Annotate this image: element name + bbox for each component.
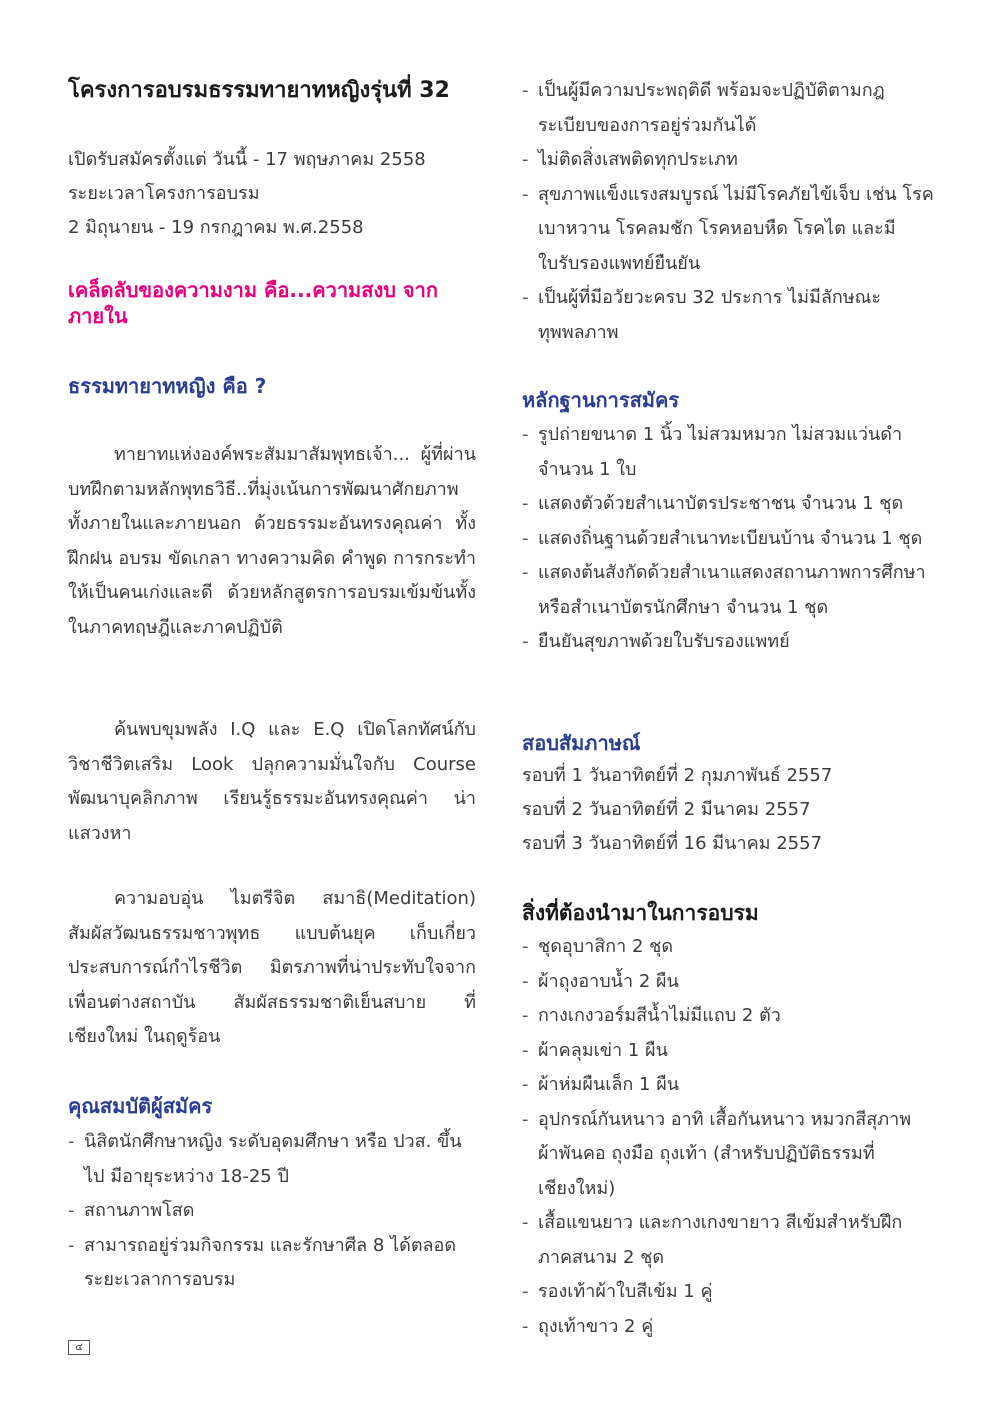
paragraph: ค้นพบขุมพลัง I.Q และ E.Q เปิดโลกทัศน์กับวิชาชีวิตเสริม Look ปลุกความมั่นใจกับ Course พัฒนาบุคลิกภาพ เรียนรู้ธรรมะอันทรงคุณค่า น่าแสวงหา <box>68 719 476 844</box>
list-item: - ผ้าคลุมเข่า 1 ผืน <box>522 1034 934 1069</box>
section-heading-documents: หลักฐานการสมัคร <box>522 388 680 412</box>
list-item: - สถานภาพโสด <box>68 1194 476 1229</box>
section-heading-bring: สิ่งที่ต้องนำมาในการอบรม <box>522 901 759 925</box>
list-item: - ชุดอุบาสิกา 2 ชุด <box>522 930 934 965</box>
section-heading-qualifications: คุณสมบัติผู้สมัคร <box>68 1094 213 1118</box>
section-heading-what: ธรรมทายาทหญิง คือ ? <box>68 374 267 398</box>
list-item: - ผ้าถุงอาบน้ำ 2 ผืน <box>522 965 934 1000</box>
list-item: - ผ้าห่มผืนเล็ก 1 ผืน <box>522 1068 934 1103</box>
paragraph: ความอบอุ่น ไมตรีจิต สมาธิ(Meditation) สัมผัสวัฒนธรรมชาวพุทธ แบบต้นยุค เก็บเกี่ยวประสบการณ์กำไรชีวิต มิตรภาพที่น่าประทับใจจากเพื่อนต่างสถาบัน สัมผัสธรรมชาติเย็นสบาย ที่เชียงใหม่ ในฤดูร้อน <box>68 888 476 1047</box>
list-item: - รูปถ่ายขนาด 1 นิ้ว ไม่สวมหมวก ไม่สวมแว่นดำ จำนวน 1 ใบ <box>522 418 934 487</box>
list-item: - รองเท้าผ้าใบสีเข้ม 1 คู่ <box>522 1275 934 1310</box>
interview-round: รอบที่ 3 วันอาทิตย์ที่ 16 มีนาคม 2557 <box>522 833 823 854</box>
paragraph: ทายาทแห่งองค์พระสัมมาสัมพุทธเจ้า... ผู้ที่ผ่านบทฝึกตามหลักพุทธวิธี..ที่มุ่งเน้นการพัฒนาศักยภาพทั้งภายในและภายนอก ด้วยธรรมะอันทรงคุณค่า ทั้งฝึกฝน อบรม ขัดเกลา ทางความคิด คำพูด การกระทำ ให้เป็นคนเก่งและดี ด้วยหลักสูตรการอบรมเข้มข้นทั้งในภาคทฤษฎีและภาคปฏิบัติ <box>68 444 476 638</box>
section-heading-interview: สอบสัมภาษณ์ <box>522 731 641 755</box>
page-number: ๔ <box>68 1340 90 1355</box>
intro-block <box>68 143 426 245</box>
intro-line: ระยะเวลาโครงการอบรม <box>68 183 260 204</box>
bring-list <box>522 930 934 1344</box>
list-item: - สุขภาพแข็งแรงสมบูรณ์ ไม่มีโรคภัยไข้เจ็บ เช่น โรคเบาหวาน โรคลมชัก โรคหอบหืด โรคไต และมีใบรับรองแพทย์ยืนยัน <box>522 178 934 282</box>
page-title: โครงการอบรมธรรมทายาทหญิงรุ่นที่ 32 <box>68 78 450 103</box>
list-item: - แสดงต้นสังกัดด้วยสำเนาแสดงสถานภาพการศึกษา หรือสำเนาบัตรนักศึกษา จำนวน 1 ชุด <box>522 556 934 625</box>
qualifications-list <box>68 1125 476 1298</box>
list-item: - อุปกรณ์กันหนาว อาทิ เสื้อกันหนาว หมวกสีสุภาพ ผ้าพันคอ ถุงมือ ถุงเท้า (สำหรับปฏิบัติธรรมที่เชียงใหม่) <box>522 1103 934 1207</box>
interview-rounds <box>522 759 832 861</box>
list-item: - ยืนยันสุขภาพด้วยใบรับรองแพทย์ <box>522 625 934 660</box>
interview-round: รอบที่ 1 วันอาทิตย์ที่ 2 กุมภาพันธ์ 2557 <box>522 765 833 786</box>
intro-line: 2 มิถุนายน - 19 กรกฎาคม พ.ศ.2558 <box>68 217 364 238</box>
list-item: - เป็นผู้ที่มีอวัยวะครบ 32 ประการ ไม่มีลักษณะทุพพลภาพ <box>522 281 934 350</box>
list-item: - นิสิตนักศึกษาหญิง ระดับอุดมศึกษา หรือ ปวส. ขึ้นไป มีอายุระหว่าง 18-25 ปี <box>68 1125 476 1194</box>
list-item: - ไม่ติดสิ่งเสพติดทุกประเภท <box>522 143 934 178</box>
list-item: - ถุงเท้าขาว 2 คู่ <box>522 1310 934 1345</box>
list-item: - แสดงตัวด้วยสำเนาบัตรประชาชน จำนวน 1 ชุด <box>522 487 934 522</box>
tagline: เคล็ดลับของความงาม คือ...ความสงบ จากภายใน <box>68 278 438 328</box>
list-item: - เป็นผู้มีความประพฤติดี พร้อมจะปฏิบัติตามกฎระเบียบของการอยู่ร่วมกันได้ <box>522 74 934 143</box>
list-item: - สามารถอยู่ร่วมกิจกรรม และรักษาศีล 8 ได้ตลอดระยะเวลาการอบรม <box>68 1229 476 1298</box>
list-item: - กางเกงวอร์มสีน้ำไม่มีแถบ 2 ตัว <box>522 999 934 1034</box>
qualifications-list-continued <box>522 74 934 350</box>
intro-line: เปิดรับสมัครตั้งแต่ วันนี้ - 17 พฤษภาคม 2558 <box>68 149 426 170</box>
documents-list <box>522 418 934 660</box>
interview-round: รอบที่ 2 วันอาทิตย์ที่ 2 มีนาคม 2557 <box>522 799 811 820</box>
list-item: - เสื้อแขนยาว และกางเกงขายาว สีเข้มสำหรับฝึกภาคสนาม 2 ชุด <box>522 1206 934 1275</box>
list-item: - แสดงถิ่นฐานด้วยสำเนาทะเบียนบ้าน จำนวน 1 ชุด <box>522 522 934 557</box>
